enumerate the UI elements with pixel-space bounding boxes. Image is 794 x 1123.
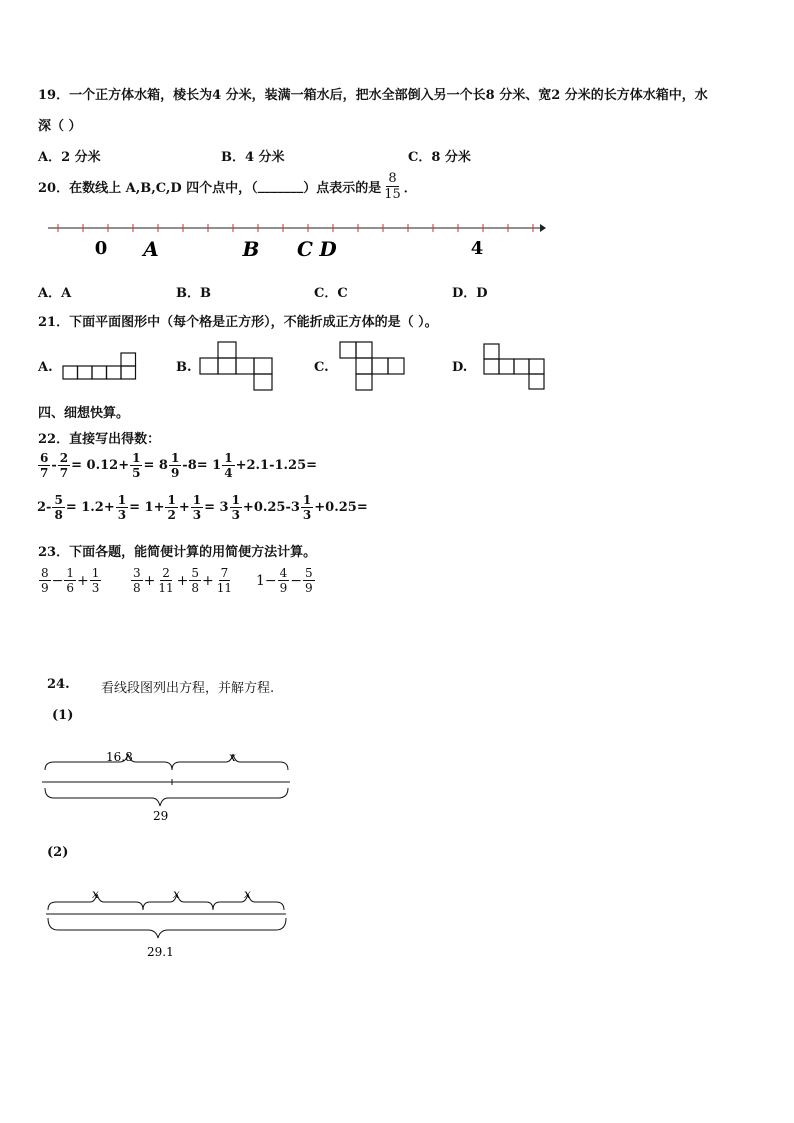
fraction: $\frac{5}{9}$: [305, 566, 313, 595]
axis-label-4: 4: [470, 238, 484, 259]
q21-net-a: [60, 350, 140, 382]
fraction: $\frac{7}{11}$: [216, 566, 233, 595]
q20-suffix: ）点表示的是: [303, 181, 382, 196]
fraction: $\frac{1}{3}$: [192, 493, 202, 522]
q23-expression-3: [256, 567, 316, 594]
q19-option-a[interactable]: A．2 分米: [38, 150, 101, 165]
operator: −: [290, 572, 303, 589]
q23-title: 23．下面各题，能简便计算的用简便方法计算。: [38, 545, 317, 560]
q20-option-d[interactable]: D．D: [452, 286, 488, 301]
segment-label: x: [229, 750, 236, 764]
q19-line2: 深（ ）: [38, 119, 82, 134]
expr-text: = 1+: [129, 500, 165, 515]
q21-option-c[interactable]: C.: [314, 360, 329, 375]
operator: +: [143, 572, 156, 589]
q20-blank[interactable]: _______: [257, 179, 304, 194]
segment-label: 16.8: [106, 750, 133, 764]
q22-title: 22．直接写出得数：: [38, 432, 161, 447]
axis-label-c: C: [297, 237, 313, 261]
expr-text: 2-: [37, 500, 52, 515]
q20-option-a[interactable]: A．A: [38, 286, 72, 301]
fraction: $\frac{6}{7}$: [40, 451, 49, 480]
q20-end: ．: [403, 181, 417, 196]
axis-label-b: B: [242, 237, 260, 261]
fraction: $\frac{1}{6}$: [66, 566, 75, 595]
operator: +: [178, 500, 190, 515]
segment-label: x: [244, 887, 251, 901]
q19-line1: 19．一个正方体水箱，棱长为4 分米，装满一箱水后，把水全部倒入另一个长8 分米、宽2 分米的长方体水箱中，水: [38, 88, 708, 103]
q24-part2-label: (2): [47, 845, 69, 860]
fraction: $\frac{8}{9}$: [41, 566, 49, 595]
expr-text: = 1.2+: [65, 500, 115, 515]
fraction: $\frac{1}{3}$: [302, 493, 312, 522]
axis-label-a: A: [143, 237, 159, 261]
q20-prefix: 20．在数线上 A,B,C,D 四个点中，（: [38, 181, 258, 196]
fraction: $\frac{4}{9}$: [279, 566, 288, 595]
fraction: $\frac{1}{3}$: [91, 566, 100, 595]
q22-row2: [37, 494, 368, 521]
q21-option-d[interactable]: D.: [452, 360, 468, 375]
q23-expression-1: [38, 567, 102, 594]
operator: +: [176, 572, 189, 589]
expr-text: = 8: [143, 458, 168, 473]
fraction: $\frac{2}{11}$: [158, 566, 174, 595]
fraction: $\frac{3}{8}$: [133, 566, 141, 595]
q22-row1: [37, 452, 317, 479]
q21-stem: 21．下面平面图形中（每个格是正方形），不能折成正方体的是（ ）。: [38, 315, 438, 330]
q19-option-b[interactable]: B．4 分米: [221, 150, 285, 165]
q21-net-d: [480, 340, 546, 392]
expr-text: = 0.12+: [71, 458, 130, 473]
fraction: $\frac{5}{8}$: [191, 566, 200, 595]
fraction: $\frac{1}{2}$: [167, 493, 176, 522]
segment-total: 29: [153, 809, 169, 823]
q20-number-line: [40, 212, 552, 268]
q21-option-a[interactable]: A.: [38, 360, 53, 375]
segment-label: x: [173, 887, 180, 901]
expr-text: +2.1-1.25=: [235, 458, 318, 473]
q21-net-b: [198, 340, 276, 394]
q23-expression-2: [130, 567, 235, 594]
q21-net-c: [336, 340, 408, 394]
q20-option-c[interactable]: C．C: [314, 286, 348, 301]
expr-text: +0.25-3: [242, 500, 300, 515]
q20-stem: [38, 172, 417, 201]
q24-segment-diagram-1: [40, 748, 296, 824]
expr-text: = 3: [204, 500, 229, 515]
segment-label: x: [92, 887, 99, 901]
q24-number: 24.: [47, 677, 70, 692]
axis-label-0: 0: [94, 238, 108, 259]
q24-part1-label: (1): [52, 708, 74, 723]
operator: −: [51, 572, 64, 589]
operator: +: [77, 572, 89, 589]
expr-text: +0.25=: [314, 500, 368, 515]
fraction: $\frac{2}{7}$: [59, 451, 69, 480]
fraction: $\frac{1}{5}$: [132, 451, 141, 480]
expr-text: -8= 1: [182, 458, 222, 473]
operator: -: [51, 458, 57, 473]
segment-total: 29.1: [147, 945, 174, 959]
q20-fraction: $\frac{8}{15}$: [384, 171, 401, 202]
fraction: $\frac{1}{4}$: [224, 451, 233, 480]
section-title: 四、细想快算。: [38, 406, 130, 421]
fraction: $\frac{1}{3}$: [117, 493, 127, 522]
fraction: $\frac{5}{8}$: [54, 493, 63, 522]
fraction: $\frac{1}{9}$: [170, 451, 180, 480]
q24-segment-diagram-2: [40, 884, 292, 960]
q20-option-b[interactable]: B．B: [176, 286, 211, 301]
expr-text: 1−: [256, 572, 277, 589]
q24-instruction: 看线段图列出方程，并解方程.: [101, 681, 275, 696]
q21-option-b[interactable]: B.: [176, 360, 192, 375]
axis-label-d: D: [319, 237, 337, 261]
fraction: $\frac{1}{3}$: [231, 493, 240, 522]
operator: +: [202, 572, 214, 589]
q19-option-c[interactable]: C．8 分米: [408, 150, 471, 165]
